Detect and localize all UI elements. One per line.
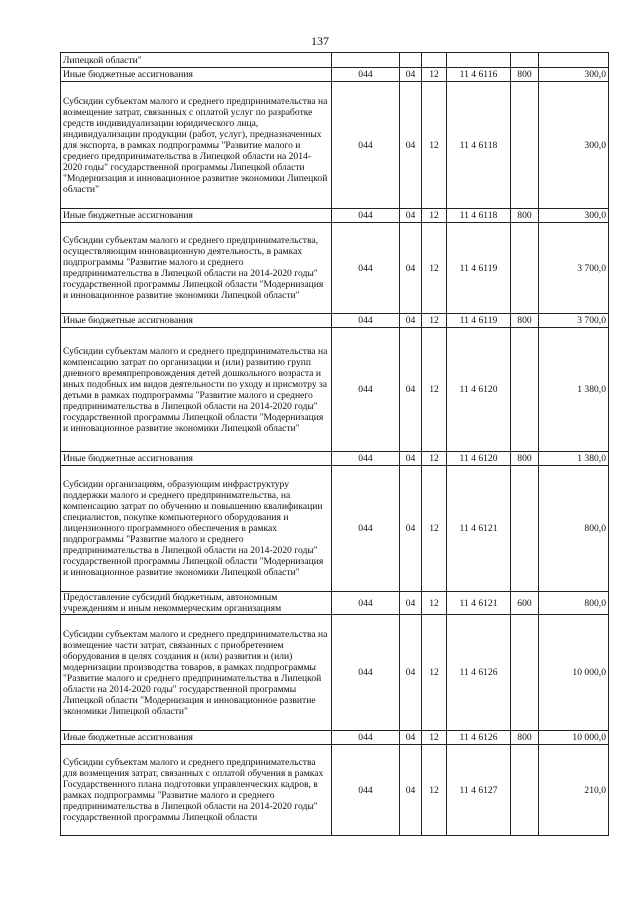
row-amount: 300,0 [539, 209, 609, 223]
row-name: Иные бюджетные ассигнования [61, 68, 332, 82]
row-section: 04 [400, 615, 422, 731]
row-section: 04 [400, 314, 422, 328]
row-subsection: 12 [422, 82, 447, 209]
table-row [61, 209, 609, 223]
row-admin-code: 044 [332, 452, 400, 466]
row-section: 04 [400, 209, 422, 223]
row-target-item: 11 4 6120 [447, 452, 511, 466]
table-row [61, 452, 609, 466]
table-row [61, 731, 609, 745]
row-target-item: 11 4 6121 [447, 466, 511, 592]
row-subsection: 12 [422, 328, 447, 452]
table-row [61, 223, 609, 314]
row-subsection: 12 [422, 731, 447, 745]
row-expense-type: 600 [511, 592, 539, 615]
row-amount: 10 000,0 [539, 615, 609, 731]
row-admin-code [332, 53, 400, 68]
page-number: 137 [311, 34, 329, 48]
row-subsection: 12 [422, 209, 447, 223]
row-section: 04 [400, 466, 422, 592]
row-amount: 210,0 [539, 745, 609, 836]
table-row [61, 592, 609, 615]
row-section: 04 [400, 223, 422, 314]
table-row [61, 53, 609, 68]
row-admin-code: 044 [332, 209, 400, 223]
row-admin-code: 044 [332, 68, 400, 82]
row-target-item: 11 4 6127 [447, 745, 511, 836]
row-name: Липецкой области" [61, 53, 332, 68]
row-expense-type [511, 615, 539, 731]
row-target-item: 11 4 6120 [447, 328, 511, 452]
row-expense-type [511, 745, 539, 836]
table-row [61, 615, 609, 731]
row-admin-code: 044 [332, 82, 400, 209]
row-target-item: 11 4 6119 [447, 314, 511, 328]
row-expense-type: 800 [511, 68, 539, 82]
row-expense-type: 800 [511, 452, 539, 466]
row-target-item: 11 4 6119 [447, 223, 511, 314]
row-amount: 800,0 [539, 466, 609, 592]
row-amount [539, 53, 609, 68]
row-target-item [447, 53, 511, 68]
row-amount: 3 700,0 [539, 223, 609, 314]
row-name: Предоставление субсидий бюджетным, автономным учреждениям и иным некоммерческим организациям [61, 592, 332, 615]
row-section: 04 [400, 745, 422, 836]
row-amount: 300,0 [539, 82, 609, 209]
row-section: 04 [400, 452, 422, 466]
row-name: Субсидии субъектам малого и среднего предпринимательства, осуществляющим инновационную деятельность, в рамках подпрограммы "Развитие малого и среднего предпринимательства в Липецкой области на 2014-2020 годы" государственной программы Липецкой области "Модернизация и инновационное развитие экономики Липецкой области" [61, 223, 332, 314]
row-expense-type [511, 53, 539, 68]
row-subsection [422, 53, 447, 68]
row-subsection: 12 [422, 452, 447, 466]
row-expense-type [511, 82, 539, 209]
row-admin-code: 044 [332, 223, 400, 314]
row-amount: 1 380,0 [539, 328, 609, 452]
table-row [61, 314, 609, 328]
row-amount: 10 000,0 [539, 731, 609, 745]
row-expense-type: 800 [511, 314, 539, 328]
row-section: 04 [400, 68, 422, 82]
row-amount: 800,0 [539, 592, 609, 615]
row-section: 04 [400, 731, 422, 745]
row-target-item: 11 4 6126 [447, 731, 511, 745]
row-subsection: 12 [422, 592, 447, 615]
row-section [400, 53, 422, 68]
row-name: Субсидии субъектам малого и среднего предпринимательства на возмещение части затрат, связанных с приобретением оборудования в целях создания и (или) развития и (или) модернизации производства товаров, в рамках подпрограммы "Развитие малого и среднего предпринимательства в Липецкой области на 2014-2020 годы" государственной программы Липецкой области "Модернизация и инновационное развитие экономики Липецкой области" [61, 615, 332, 731]
row-amount: 1 380,0 [539, 452, 609, 466]
row-name: Субсидии субъектам малого и среднего предпринимательства на компенсацию затрат по организации и (или) развитию групп дневного времяпрепровождения детей дошкольного возраста и иных подобных им видов деятельности по уходу и присмотру за детьми в рамках подпрограммы "Развитие малого и среднего предпринимательства в Липецкой области на 2014-2020 годы" государственной программы Липецкой области "Модернизация и инновационное развитие экономики Липецкой области" [61, 328, 332, 452]
row-expense-type: 800 [511, 731, 539, 745]
row-target-item: 11 4 6126 [447, 615, 511, 731]
row-amount: 3 700,0 [539, 314, 609, 328]
row-name: Субсидии субъектам малого и среднего предпринимательства на возмещение затрат, связанных с оплатой услуг по разработке средств индивидуализации юридического лица, индивидуализации продукции (работ, услуг), предназначенных для экспорта, в рамках подпрограммы "Развитие малого и среднего предпринимательства в Липецкой области на 2014-2020 годы" государственной программы Липецкой области "Модернизация и инновационное развитие экономики Липецкой области" [61, 82, 332, 209]
row-admin-code: 044 [332, 615, 400, 731]
row-name: Иные бюджетные ассигнования [61, 452, 332, 466]
row-admin-code: 044 [332, 466, 400, 592]
row-section: 04 [400, 328, 422, 452]
table-row [61, 745, 609, 836]
budget-table-body [61, 53, 609, 836]
row-subsection: 12 [422, 223, 447, 314]
row-name: Иные бюджетные ассигнования [61, 209, 332, 223]
row-name: Субсидии организациям, образующим инфраструктуру поддержки малого и среднего предпринимательства, на компенсацию затрат по обучению и повышению квалификации специалистов, покупке компьютерного оборудования и лицензионного программного обеспечения в рамках подпрограммы "Развитие малого и среднего предпринимательства в Липецкой области на 2014-2020 годы" государственной программы Липецкой области "Модернизация и инновационное развитие экономики Липецкой области" [61, 466, 332, 592]
row-target-item: 11 4 6118 [447, 209, 511, 223]
row-admin-code: 044 [332, 328, 400, 452]
row-admin-code: 044 [332, 314, 400, 328]
row-expense-type [511, 223, 539, 314]
row-expense-type [511, 328, 539, 452]
row-section: 04 [400, 592, 422, 615]
row-target-item: 11 4 6116 [447, 68, 511, 82]
row-name: Иные бюджетные ассигнования [61, 731, 332, 745]
row-amount: 300,0 [539, 68, 609, 82]
row-expense-type [511, 466, 539, 592]
table-row [61, 328, 609, 452]
table-row [61, 68, 609, 82]
row-name: Субсидии субъектам малого и среднего предпринимательства для возмещения затрат, связанных с оплатой обучения в рамках Государственного плана подготовки управленческих кадров, в рамках подпрограммы "Развитие малого и среднего предпринимательства в Липецкой области на 2014-2020 годы" государственной программы Липецкой области [61, 745, 332, 836]
row-admin-code: 044 [332, 592, 400, 615]
row-target-item: 11 4 6121 [447, 592, 511, 615]
table-row [61, 82, 609, 209]
row-expense-type: 800 [511, 209, 539, 223]
row-admin-code: 044 [332, 731, 400, 745]
row-subsection: 12 [422, 314, 447, 328]
row-subsection: 12 [422, 745, 447, 836]
budget-table [60, 52, 609, 836]
row-subsection: 12 [422, 615, 447, 731]
table-row [61, 466, 609, 592]
row-admin-code: 044 [332, 745, 400, 836]
row-target-item: 11 4 6118 [447, 82, 511, 209]
row-name: Иные бюджетные ассигнования [61, 314, 332, 328]
row-subsection: 12 [422, 466, 447, 592]
row-section: 04 [400, 82, 422, 209]
row-subsection: 12 [422, 68, 447, 82]
